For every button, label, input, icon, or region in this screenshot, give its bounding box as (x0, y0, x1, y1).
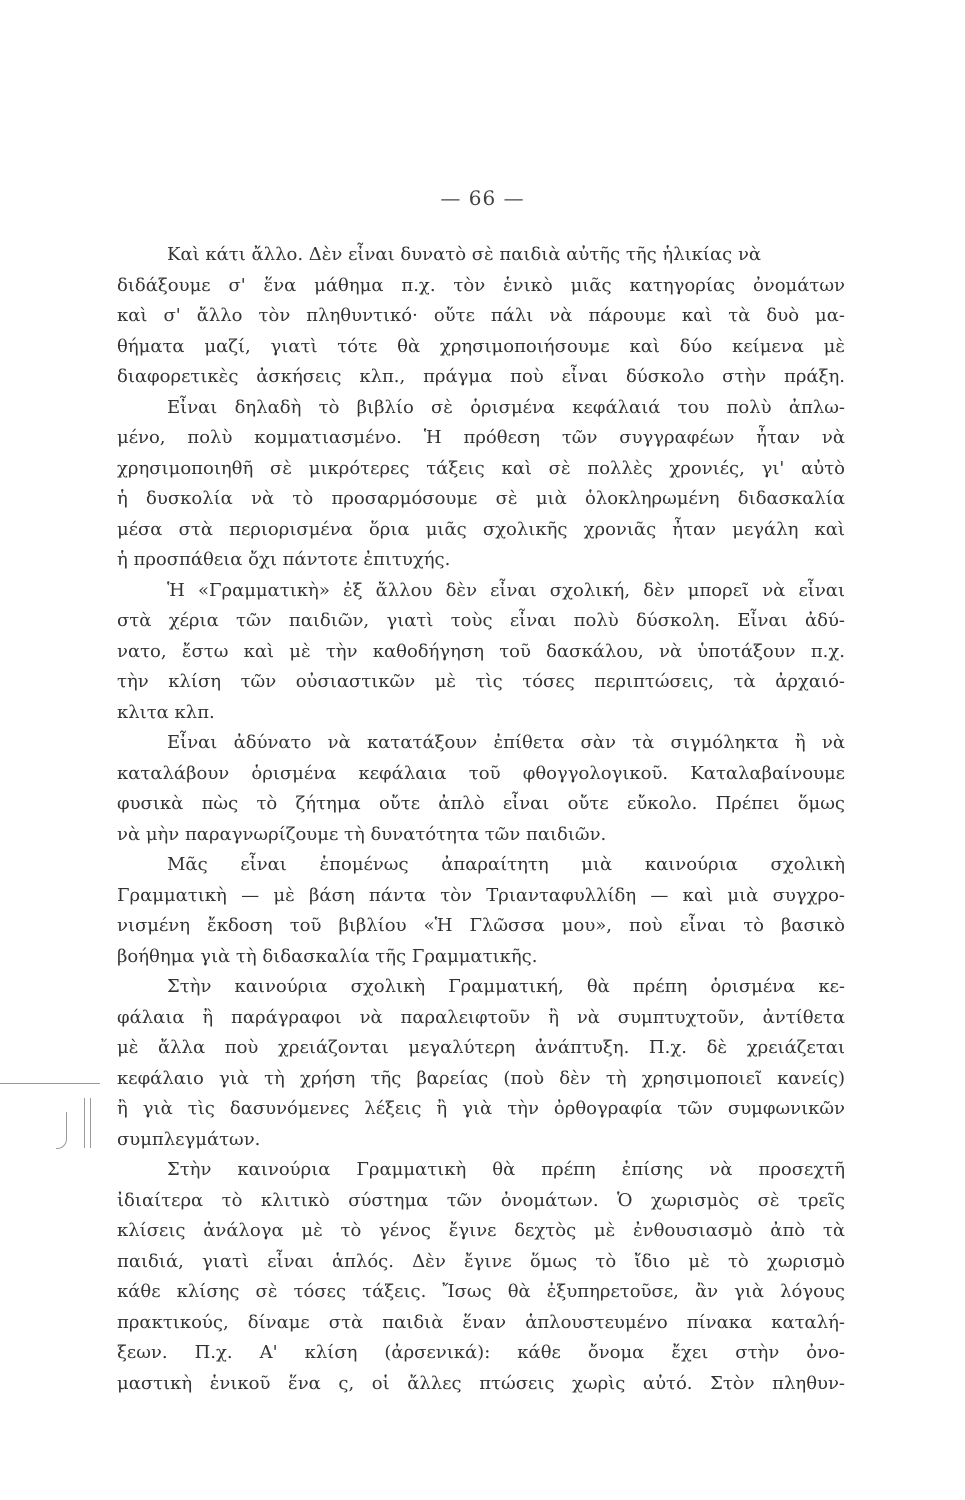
text-line: Στὴν καινούρια σχολικὴ Γραμματική, θὰ πρέπη ὁρισμένα κε- (167, 976, 845, 997)
text-line: μὲ ἄλλα ποὺ χρειάζονται μεγαλύτερη ἀνάπτυξη. Π.χ. δὲ χρειάζεται (117, 1037, 845, 1058)
text-line: διδάξουμε σ' ἕνα μάθημα π.χ. τὸν ἑνικὸ μιᾶς κατηγορίας ὀνομάτων (117, 274, 845, 296)
margin-pencil-line (0, 1083, 100, 1084)
text-line: φάλαια ἢ παράγραφοι νὰ παραλειφτοῦν ἢ νὰ συμπτυχτοῦν, ἀντίθετα (117, 1006, 845, 1028)
text-line: μένο, πολὺ κομματιασμένο. Ἡ πρόθεση τῶν συγγραφέων ἦταν νὰ (117, 427, 845, 448)
text-line: Καὶ κάτι ἄλλο. Δὲν εἶναι δυνατὸ σὲ παιδιὰ αὐτῆς τῆς ἡλικίας νὰ (167, 244, 762, 265)
text-line: μέσα στὰ περιορισμένα ὅρια μιᾶς σχολικῆς χρονιᾶς ἦταν μεγάλη καὶ (117, 518, 845, 540)
text-line: φυσικὰ πὼς τὸ ζήτημα οὔτε ἀπλὸ εἶναι οὔτε εὔκολο. Πρέπει ὅμως (117, 793, 845, 814)
text-line: βοήθημα γιὰ τὴ διδασκαλία τῆς Γραμματικῆς. (117, 945, 538, 967)
text-line: παιδιά, γιατὶ εἶναι ἁπλός. Δὲν ἔγινε ὅμως τὸ ἴδιο μὲ τὸ χωρισμὸ (117, 1250, 845, 1272)
text-line: διαφορετικὲς ἀσκήσεις κλπ., πράγμα ποὺ εἶναι δύσκολο στὴν πράξη. (117, 366, 845, 387)
text-line: θήματα μαζί, γιατὶ τότε θὰ χρησιμοποιήσουμε καὶ δύο κείμενα μὲ (117, 335, 845, 357)
text-line: κλίσεις ἀνάλογα μὲ τὸ γένος ἔγινε δεχτὸς μὲ ἐνθουσιασμὸ ἀπὸ τὰ (117, 1220, 845, 1241)
text-line: Εἶναι δηλαδὴ τὸ βιβλίο σὲ ὁρισμένα κεφάλαιά του πολὺ ἀπλω- (167, 396, 845, 418)
text-line: Μᾶς εἶναι ἑπομένως ἀπαραίτητη μιὰ καινούρια σχολικὴ (167, 854, 845, 875)
text-line: μαστικὴ ἑνικοῦ ἕνα ς, οἱ ἄλλες πτώσεις χωρὶς αὐτό. Στὸν πληθυν- (117, 1372, 845, 1394)
margin-pencil-bar (90, 1098, 91, 1148)
text-line: τὴν κλίση τῶν οὐσιαστικῶν μὲ τὶς τόσες περιπτώσεις, τὰ ἀρχαιό- (117, 671, 845, 692)
text-line: Ἡ «Γραμματικὴ» ἐξ ἄλλου δὲν εἶναι σχολική, δὲν μπορεῖ νὰ εἶναι (167, 579, 845, 601)
text-line: κάθε κλίσης σὲ τόσες τάξεις. Ἴσως θὰ ἐξυπηρετοῦσε, ἂν γιὰ λόγους (117, 1281, 845, 1302)
text-line: Στὴν καινούρια Γραμματικὴ θὰ πρέπη ἐπίσης νὰ προσεχτῆ (167, 1159, 845, 1180)
text-line: ἡ προσπάθεια ὄχι πάντοτε ἐπιτυχής. (117, 549, 451, 570)
text-line: νὰ μὴν παραγνωρίζουμε τὴ δυνατότητα τῶν παιδιῶν. (117, 823, 607, 845)
text-line: ξεων. Π.χ. Α' κλίση (ἀρσενικά): κάθε ὄνομα ἔχει στὴν ὀνο- (117, 1342, 845, 1363)
text-line: κλιτα κλπ. (117, 701, 215, 723)
text-line: καταλάβουν ὁρισμένα κεφάλαια τοῦ φθογγολογικοῦ. Καταλαβαίνουμε (117, 762, 845, 784)
page-number: — 66 — (440, 186, 525, 210)
text-line: συμπλεγμάτων. (117, 1128, 261, 1150)
text-line: νισμένη ἔκδοση τοῦ βιβλίου «Ἡ Γλῶσσα μου», ποὺ εἶναι τὸ βασικὸ (117, 915, 845, 936)
text-line: στὰ χέρια τῶν παιδιῶν, γιατὶ τοὺς εἶναι πολὺ δύσκολη. Εἶναι ἀδύ- (117, 610, 845, 631)
text-line: νατο, ἔστω καὶ μὲ τὴν καθοδήγηση τοῦ δασκάλου, νὰ ὑποτάξουν π.χ. (117, 640, 845, 662)
text-line: Εἶναι ἀδύνατο νὰ κατατάξουν ἐπίθετα σὰν τὰ σιγμόληκτα ἢ νὰ (167, 732, 845, 753)
text-line: ἢ γιὰ τὶς δασυνόμενες λέξεις ἢ γιὰ τὴν ὀρθογραφία τῶν συμφωνικῶν (117, 1098, 845, 1119)
text-line: ἡ δυσκολία νὰ τὸ προσαρμόσουμε σὲ μιὰ ὁλοκληρωμένη διδασκαλία (117, 488, 845, 509)
text-line: ἰδιαίτερα τὸ κλιτικὸ σύστημα τῶν ὀνομάτων. Ὁ χωρισμὸς σὲ τρεῖς (117, 1189, 845, 1211)
text-line: κεφάλαιο γιὰ τὴ χρήση τῆς βαρείας (ποὺ δὲν τὴ χρησιμοποιεῖ κανείς) (117, 1067, 845, 1089)
text-line: Γραμματικὴ — μὲ βάση πάντα τὸν Τριανταφυλλίδη — καὶ μιὰ συγχρο- (117, 884, 845, 906)
body-text (117, 240, 845, 1399)
margin-pencil-hook (56, 1112, 67, 1149)
text-line: καὶ σ' ἄλλο τὸν πληθυντικό· οὔτε πάλι νὰ πάρουμε καὶ τὰ δυὸ μα- (117, 305, 845, 326)
margin-pencil-bar (84, 1098, 85, 1148)
text-line: πρακτικούς, δίναμε στὰ παιδιὰ ἕναν ἁπλουστευμένο πίνακα καταλή- (117, 1311, 845, 1333)
text-line: χρησιμοποιηθῆ σὲ μικρότερες τάξεις καὶ σὲ πολλὲς χρονιές, γι' αὐτὸ (117, 457, 845, 479)
